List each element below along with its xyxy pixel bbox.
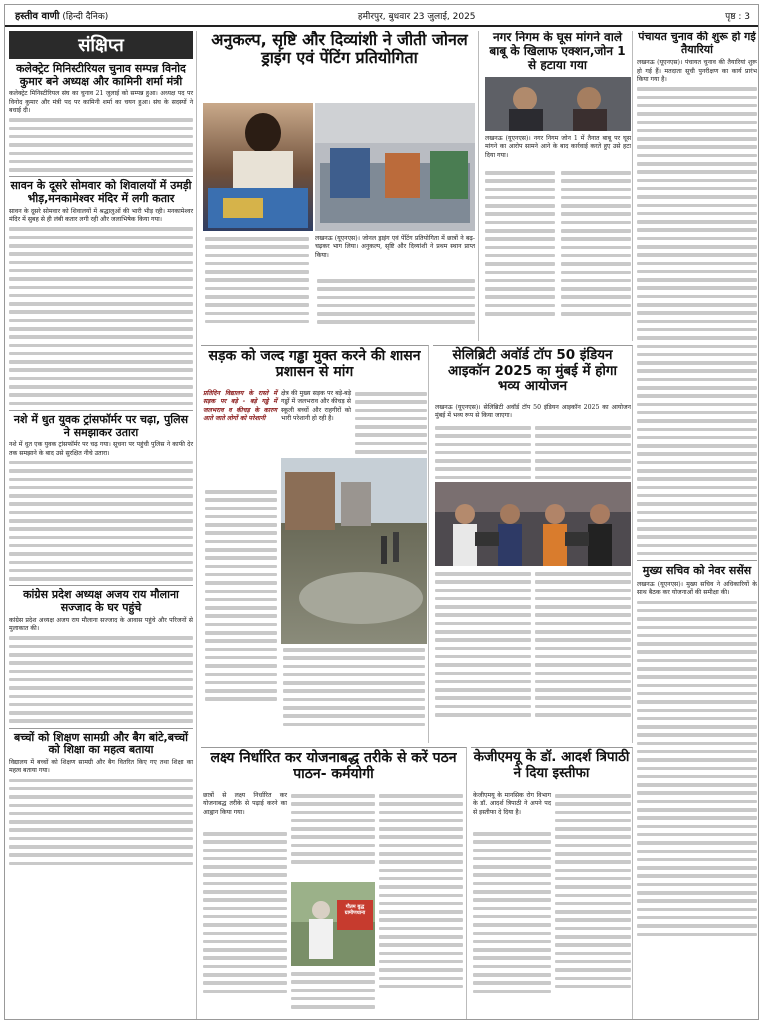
brief-body-1-continued	[9, 118, 193, 171]
brief-headline-4: कांग्रेस प्रदेश अध्यक्ष अजय राय मौलाना सज्जाद के घर पहुंचे	[23, 588, 179, 615]
article-body-continued	[473, 832, 551, 998]
brief-body-4-continued	[9, 636, 193, 722]
article-body-column-2	[291, 794, 375, 869]
section-header: संक्षिप्त	[9, 31, 193, 59]
article-body: लखनऊ (यूएनएस)। पंचायत चुनाव की तैयारियां शुरू हो गई हैं। मतदाता सूची पुनरीक्षण का कार्य प्रारंभ किया गया है।	[637, 59, 757, 83]
brief-headline-3: नशे में धुत युवक ट्रांसफॉर्मर पर चढ़ा, पुलिस ने समझाकर उतारा	[13, 412, 189, 439]
article-headline: अनुकल्प, सृष्टि और दिव्यांशी ने जीती जोनल ड्राइंग एवं पेंटिंग प्रतियोगिता	[211, 31, 468, 68]
article-headline: सड़क को जल्द गड्ढा मुक्त करने की शासन प्रशासन से मांग	[208, 348, 421, 381]
official-photo	[485, 77, 631, 131]
article-body-2: लखनऊ (यूएनएस)। मुख्य सचिव ने अधिकारियों के साथ बैठक कर योजनाओं की समीक्षा की।	[637, 580, 757, 597]
article-body: छात्रों से लक्ष्य निर्धारित कर योजनाबद्ध तरीके से पढ़ाई करने का आह्वान किया गया।	[203, 792, 287, 816]
brief-column	[9, 31, 197, 1019]
award-event-photo	[435, 482, 631, 566]
article-body-continued-2	[291, 972, 375, 1013]
panchayat-column	[637, 31, 757, 1019]
article-headline-2: मुख्य सचिव को नेवर ससेंस	[642, 564, 752, 578]
article-headline: पंचायत चुनाव की शुरू हो गई तैयारियां	[638, 31, 756, 56]
brief-body-5-continued	[9, 779, 193, 865]
article-body-2-continued	[637, 601, 757, 936]
dateline: हमीरपुर, बुधवार 23 जुलाई, 2025	[357, 11, 476, 22]
road-article	[201, 345, 429, 743]
waterlogged-road-photo	[281, 458, 427, 644]
page-number: पृष्ठ : 3	[725, 11, 750, 22]
brief-body-3-continued	[9, 461, 193, 581]
article-body-column-2	[561, 171, 631, 320]
brief-body-2: सावन के दूसरे सोमवार को शिवालयों में श्रद्धालुओं की भारी भीड़ रही। मनकामेश्वर मंदिर में सुबह से ही लंबी कतार लगी रही और जलाभिषेक किया गया।	[9, 207, 193, 224]
article-body-continued	[205, 490, 277, 706]
article-body: केजीएमयू के मानसिक रोग विभाग के डॉ. आदर्श त्रिपाठी ने अपने पद से इस्तीफा दे दिया है।	[473, 792, 551, 816]
brief-body-4: कांग्रेस प्रदेश अध्यक्ष अजय राय मौलाना सज्जाद के आवास पहुंचे और परिजनों से मुलाकात की।	[9, 616, 193, 633]
brief-headline-5: बच्चों को शिक्षण सामग्री और बैग बांटे,बच्चों को शिक्षा का महत्व बताया	[14, 730, 188, 757]
brief-body-2-continued	[9, 227, 193, 405]
competition-hall-photo	[315, 103, 475, 231]
nagar-nigam-article	[483, 31, 633, 341]
brief-headline-2: सावन के दूसरे सोमवार को शिवालयों में उमड़ी भीड़,मनकामेश्वर मंदिर में लगी कतार	[10, 179, 192, 206]
paper-tagline: (हिन्दी दैनिक)	[62, 12, 109, 22]
celebrity-award-article	[433, 345, 633, 743]
drawing-competition-article	[201, 31, 479, 341]
masthead	[5, 5, 759, 27]
article-headline: लक्ष्य निर्धारित कर योजनाबद्ध तरीके से करें पठन पाठन- कर्मयोगी	[210, 750, 457, 783]
article-body-column-3	[317, 279, 475, 329]
brief-body-3: नशे में धुत एक युवक ट्रांसफॉर्मर पर चढ़ गया। सूचना पर पहुंची पुलिस ने काफी देर तक समझाने के बाद उसे सुरक्षित नीचे उतारा।	[9, 441, 193, 457]
school-banner-text: गौतम बुद्ध ग्रामीणधाना	[344, 904, 366, 916]
article-body-continued	[637, 87, 757, 555]
brief-body-5: विद्यालय में बच्चों को शिक्षण सामग्री और बैग वितरित किए गए तथा शिक्षा का महत्व बताया गया।	[9, 758, 193, 775]
article-headline: केजीएमयू के डॉ. आदर्श त्रिपाठी ने दिया इस्तीफा	[473, 749, 630, 781]
article-body-column-2	[555, 794, 631, 993]
article-deck: प्रतिदिन विद्यालय के रास्ते में सड़क पर बड़े - बड़े गड्ढे में जलभराव व कीचड़ के कारण आते जाते लोगों को परेशानी	[203, 390, 277, 423]
newspaper-page	[4, 4, 759, 1020]
kgmu-article	[471, 747, 633, 1019]
article-body-column-2-continued	[535, 572, 631, 721]
article-headline: सेलिब्रिटी अवॉर्ड टॉप 50 इंडियन आइकॉन 2025 का मुंबई में होगा भव्य आयोजन	[448, 347, 617, 395]
speaker-photo	[291, 882, 375, 966]
article-body: क्षेत्र की मुख्य सड़क पर बड़े-बड़े गड्ढों में जलभराव और कीचड़ से स्कूली बच्चों और राहगीरों को भारी परेशानी हो रही है।	[281, 390, 351, 423]
brief-body-1: कलेक्ट्रेट मिनिस्टीरियल संघ का चुनाव 21 जुलाई को सम्पन्न हुआ। अध्यक्ष पद पर विनोद कुमार और मंत्री पद पर कामिनी शर्मा का चयन हुआ। संघ के सदस्यों ने बधाई दी।	[9, 90, 193, 114]
karmayogi-article	[201, 747, 467, 1019]
article-body-continued	[203, 832, 287, 998]
article-body-continued-2	[435, 572, 531, 721]
article-body-continued-2	[283, 648, 425, 731]
article-body: लखनऊ (यूएनएस)। सेलिब्रिटी अवॉर्ड टॉप 50 इंडियन आइकॉन 2025 का आयोजन मुंबई में भव्य रूप से किया जाएगा।	[435, 404, 631, 420]
article-body-continued	[205, 237, 309, 328]
student-painting-photo	[203, 103, 313, 231]
article-body: लखनऊ (यूएनएस)। जोनल ड्राइंग एवं पेंटिंग प्रतियोगिता में छात्रों ने बढ़-चढ़कर भाग लिया। अनुकल्प, सृष्टि और दिव्यांशी ने प्रथम स्थान प्राप्त किया।	[315, 235, 475, 259]
article-body-continued	[485, 171, 555, 320]
article-body: लखनऊ (यूएनएस)। नगर निगम जोन 1 में तैनात बाबू पर घूस मांगने का आरोप सामने आने के बाद कार्रवाई करते हुए उसे हटा दिया गया।	[485, 135, 631, 159]
article-body-column-3	[379, 794, 463, 993]
article-headline: नगर निगम के घूस मांगने वाले बाबू के खिलाफ एक्शन,जोन 1 से हटाया गया	[489, 31, 626, 72]
paper-name: हस्तीव वाणी	[15, 11, 60, 22]
article-body-column-3	[355, 392, 427, 467]
brief-headline-1: कलेक्ट्रेट मिनिस्टीरियल चुनाव सम्पन्न विनोद कुमार बने अध्यक्ष और कामिनी शर्मा मंत्री	[16, 62, 186, 88]
